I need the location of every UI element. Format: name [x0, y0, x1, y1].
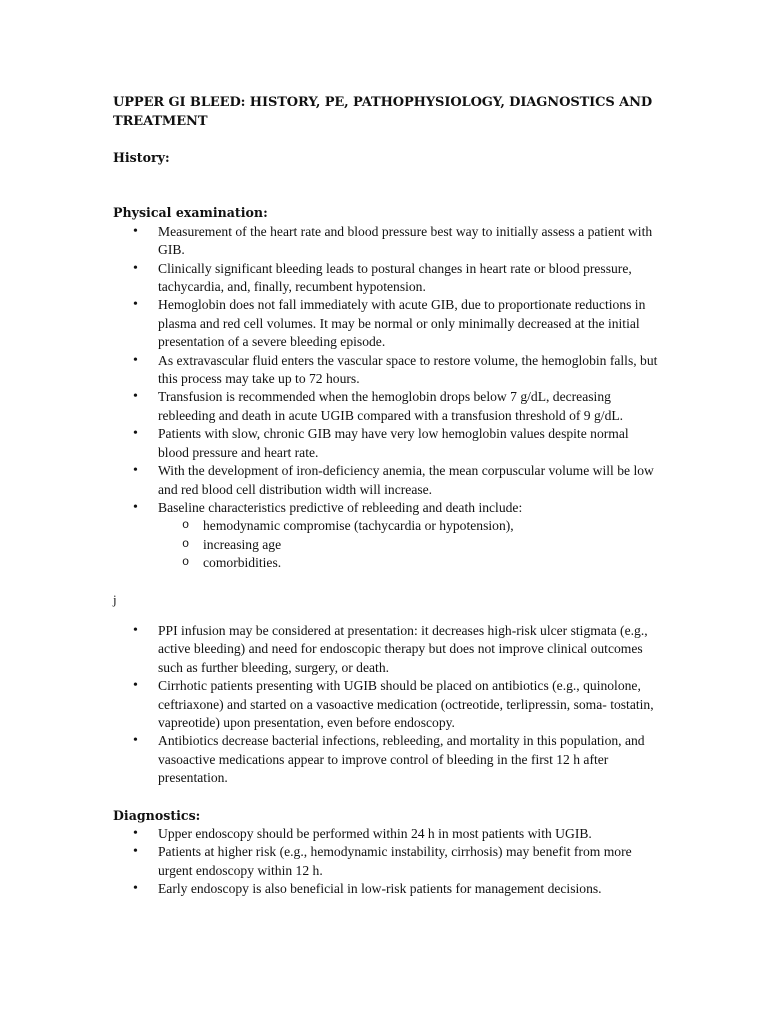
diagnostics-list — [113, 825, 658, 899]
list-item: • PPI infusion may be considered at presentation: it decreases high-risk ulcer stigmata (e.g., active bleeding) and need for endoscopic therapy but does not improve clinical outcomes such as further bleeding, surgery, or death. — [113, 622, 658, 677]
list-item: • As extravascular fluid enters the vascular space to restore volume, the hemoglobin falls, but this process may take up to 72 hours. — [113, 352, 658, 389]
history-heading: History: — [113, 150, 170, 165]
list-item: • Antibiotics decrease bacterial infections, rebleeding, and mortality in this population, and vasoactive medications appear to improve control of bleeding in the first 12 h after presentation. — [113, 732, 658, 787]
list-item: • Transfusion is recommended when the hemoglobin drops below 7 g/dL, decreasing rebleeding and death in acute UGIB compared with a transfusion threshold of 9 g/dL. — [113, 388, 658, 425]
list-item: • Early endoscopy is also beneficial in low-risk patients for management decisions. — [113, 880, 658, 898]
document-title: UPPER GI BLEED: HISTORY, PE, PATHOPHYSIOLOGY, DIAGNOSTICS AND TREATMENT — [113, 95, 653, 129]
sublist-item: o comorbidities. — [158, 554, 658, 572]
sublist-item: o hemodynamic compromise (tachycardia or hypotension), — [158, 517, 658, 535]
list-item: • Cirrhotic patients presenting with UGIB should be placed on antibiotics (e.g., quinolone, ceftriaxone) and started on a vasoactive medication (octreotide, terlipressin, soma- tostatin, vapreotide) upon presentation, even before endoscopy. — [113, 677, 658, 732]
list-item: • Measurement of the heart rate and blood pressure best way to initially assess a patient with GIB. — [113, 223, 658, 260]
sublist-item: o increasing age — [158, 536, 658, 554]
document-page — [113, 94, 658, 899]
list-item: • Hemoglobin does not fall immediately with acute GIB, due to proportionate reductions in plasma and red cell volumes. It may be normal or only minimally decreased at the initial presentation of a severe bleeding episode. — [113, 296, 658, 351]
list-item-text: Baseline characteristics predictive of rebleeding and death include: — [158, 499, 523, 515]
list-item: • Patients with slow, chronic GIB may have very low hemoglobin values despite normal blood pressure and heart rate. — [113, 425, 658, 462]
list-item: • Patients at higher risk (e.g., hemodynamic instability, cirrhosis) may benefit from more urgent endoscopy within 12 h. — [113, 843, 658, 880]
stray-character: j — [113, 591, 117, 607]
treatment-list — [113, 622, 658, 788]
list-item: • With the development of iron-deficiency anemia, the mean corpuscular volume will be low and red blood cell distribution width will increase. — [113, 462, 658, 499]
list-item — [113, 499, 658, 573]
predictors-sublist — [158, 517, 658, 572]
list-item: • Clinically significant bleeding leads to postural changes in heart rate or blood pressure, tachycardia, and, finally, recumbent hypotension. — [113, 260, 658, 297]
diagnostics-heading: Diagnostics: — [113, 807, 201, 823]
list-item: • Upper endoscopy should be performed within 24 h in most patients with UGIB. — [113, 825, 658, 843]
physical-exam-list — [113, 223, 658, 573]
physical-exam-heading: Physical examination: — [113, 205, 268, 221]
